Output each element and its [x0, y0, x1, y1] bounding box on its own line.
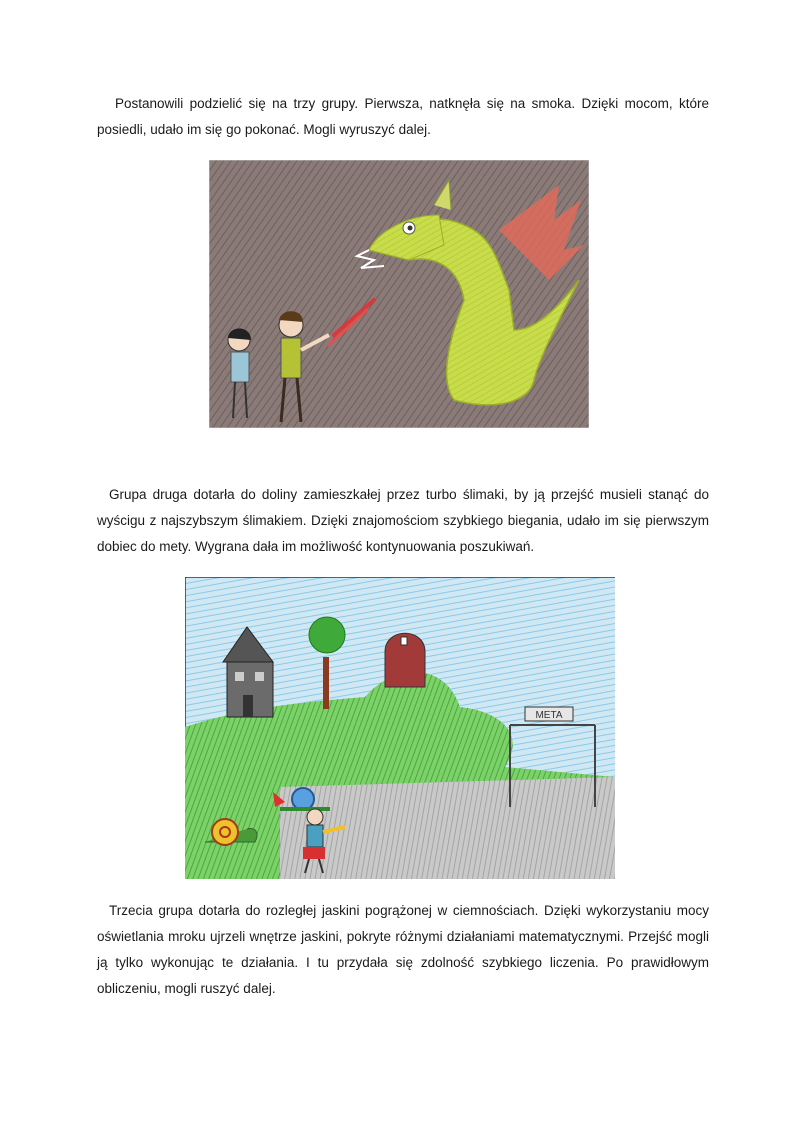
red-domed-building: [385, 633, 425, 687]
paragraph-cave: [97, 898, 709, 1002]
gray-road: [280, 777, 615, 879]
meta-sign-text: META: [535, 710, 563, 721]
paragraph-snail-race: [97, 482, 709, 560]
dark-cave-background: [209, 160, 589, 428]
paragraph-dragon-text: Postanowili podzielić się na trzy grupy. Pierwsza, natknęła się na smoka. Dzięki mocom, które posiedli, udało im się go pokonać. Mogli wyruszyć dalej.: [97, 96, 709, 137]
paragraph-snail-race-text: Grupa druga dotarła do doliny zamieszkałej przez turbo ślimaki, by ją przejść musieli stanąć do wyścigu z najszybszym ślimakiem. Dzięki znajomościom szybkiego biegania, udało im się pierwszym dobiec do mety. Wygrana dała im możliwość kontynuowania poszukiwań.: [97, 487, 709, 554]
snail-race-drawing-svg: [185, 577, 615, 879]
paragraph-cave-text: Trzecia grupa dotarła do rozległej jaskini pogrążonej w ciemnościach. Dzięki wykorzystaniu mocy oświetlania mroku ujrzeli wnętrze jaskini, pokryte różnymi działaniami matematycznymi. Przejść mogli ją tylko wykonując te działania. I tu przydała się zdolność szybkiego liczenia. Po prawidłowym obliczeniu, mogli ruszyć dalej.: [97, 903, 709, 996]
paragraph-dragon: [97, 91, 709, 143]
drawing-dragon-illustration: [209, 160, 589, 428]
dragon-drawing-svg: [209, 160, 589, 428]
drawing-snail-race-illustration: [185, 577, 615, 879]
